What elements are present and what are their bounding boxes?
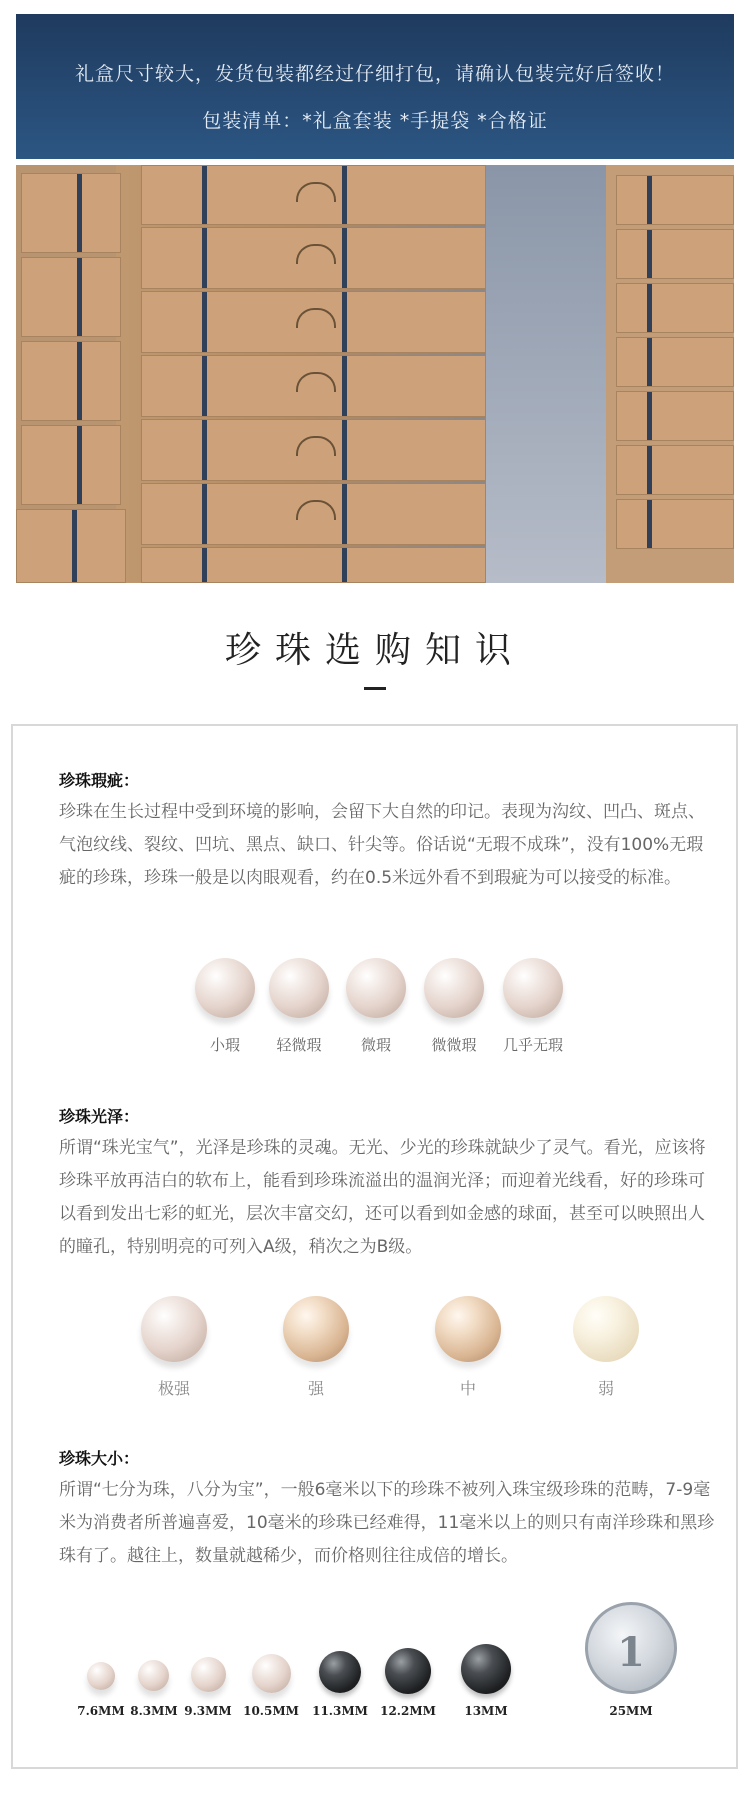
flaws-text: 珍珠在生长过程中受到环境的影响，会留下大自然的印记。表现为沟纹、凹凸、斑点、气泡纹线、裂纹、凹坑、黑点、缺口、针尖等。俗话说“无瑕不成珠”，没有100%无瑕疵的珍珠，珍珠一般是以肉眼观看，约在0.5米远外看不到瑕疵为可以接受的标准。 [59,802,705,888]
luster-heading: 珍珠光泽： [59,1107,140,1126]
pearl-luster-strong [283,1296,349,1362]
pearl-size-13 [461,1644,511,1694]
box [616,229,734,279]
size-heading: 珍珠大小： [59,1449,140,1468]
size-label: 7.6MM [77,1704,125,1718]
box [141,547,486,583]
flaws-heading: 珍珠瑕疵： [59,771,140,790]
box [616,391,734,441]
flaw-grade-label: 微微瑕 [431,1036,477,1054]
packaging-banner [16,14,734,159]
size-text: 所谓“七分为珠，八分为宝”，一般6毫米以下的珍珠不被列入珠宝级珍珠的范畴，7-9毫米为消费者所普遍喜爱，10毫米的珍珠已经难得，11毫米以上的则只有南洋珍珠和黑珍珠有了。越往上，数量就越稀少，而价格则往往成倍的增长。 [59,1480,715,1566]
pearl-slight-flaw [269,958,329,1018]
flaw-grade-label: 微瑕 [360,1036,391,1054]
wrapped-pallet [486,165,606,583]
box [616,499,734,549]
size-label: 10.5MM [243,1704,299,1718]
box [21,425,121,505]
box [616,283,734,333]
box [21,341,121,421]
box [16,509,126,583]
pearl-nearly-flawless [503,958,563,1018]
box [141,355,486,417]
box [21,257,121,337]
luster-grade-label: 极强 [157,1379,190,1398]
size-label: 12.2MM [380,1704,436,1718]
pearl-size-12-2 [385,1648,431,1694]
box [141,165,486,225]
pearl-very-minor-flaw [424,958,484,1018]
banner-package-list: 包装清单：*礼盒套装 *手提袋 *合格证 [202,110,548,132]
luster-grade-label: 弱 [597,1379,614,1398]
pearl-luster-very-strong [141,1296,207,1362]
size-label: 8.3MM [130,1704,178,1718]
luster-text: 所谓“珠光宝气”，光泽是珍珠的灵魂。无光、少光的珍珠就缺少了灵气。看光，应该将珍珠平放再洁白的软布上，能看到珍珠流溢出的温润光泽；而迎着光线看，好的珍珠可以看到发出七彩的虹光，层次丰富交幻，还可以看到如金感的球面，甚至可以映照出人的瞳孔，特别明亮的可列入A级，稍次之为B级。 [59,1138,706,1257]
flaw-grade-label: 轻微瑕 [276,1036,322,1054]
box [141,227,486,289]
box [616,175,734,225]
coin-denomination: 1 [617,1629,645,1676]
title-divider [364,687,386,690]
pearl-minor-flaw [346,958,406,1018]
pearl-size-10-5 [252,1654,291,1693]
knowledge-card [11,724,738,1769]
box [141,419,486,481]
pearl-size-11-3 [319,1651,361,1693]
size-label: 13MM [464,1704,508,1718]
pearl-small-flaw [195,958,255,1018]
pearl-size-9-3 [191,1657,226,1692]
pearl-luster-weak [573,1296,639,1362]
section-title: 珍珠选购知识 [224,630,525,671]
flaw-grade-label: 几乎无瑕 [502,1036,563,1054]
pearl-size-7-6 [87,1662,115,1690]
box [21,173,121,253]
box [141,291,486,353]
banner-notice: 礼盒尺寸较大，发货包装都经过仔细打包，请确认包装完好后签收！ [74,63,675,85]
coin-icon [585,1602,677,1694]
size-label: 9.3MM [184,1704,232,1718]
box [141,483,486,545]
warehouse-boxes-photo [16,165,734,583]
size-label: 11.3MM [312,1704,368,1718]
luster-grade-label: 强 [307,1379,324,1398]
pearl-luster-medium [435,1296,501,1362]
box [616,445,734,495]
pearl-size-8-3 [138,1660,169,1691]
luster-grade-label: 中 [459,1379,476,1398]
box [616,337,734,387]
flaw-grade-label: 小瑕 [209,1036,240,1054]
size-label: 25MM [609,1704,653,1718]
